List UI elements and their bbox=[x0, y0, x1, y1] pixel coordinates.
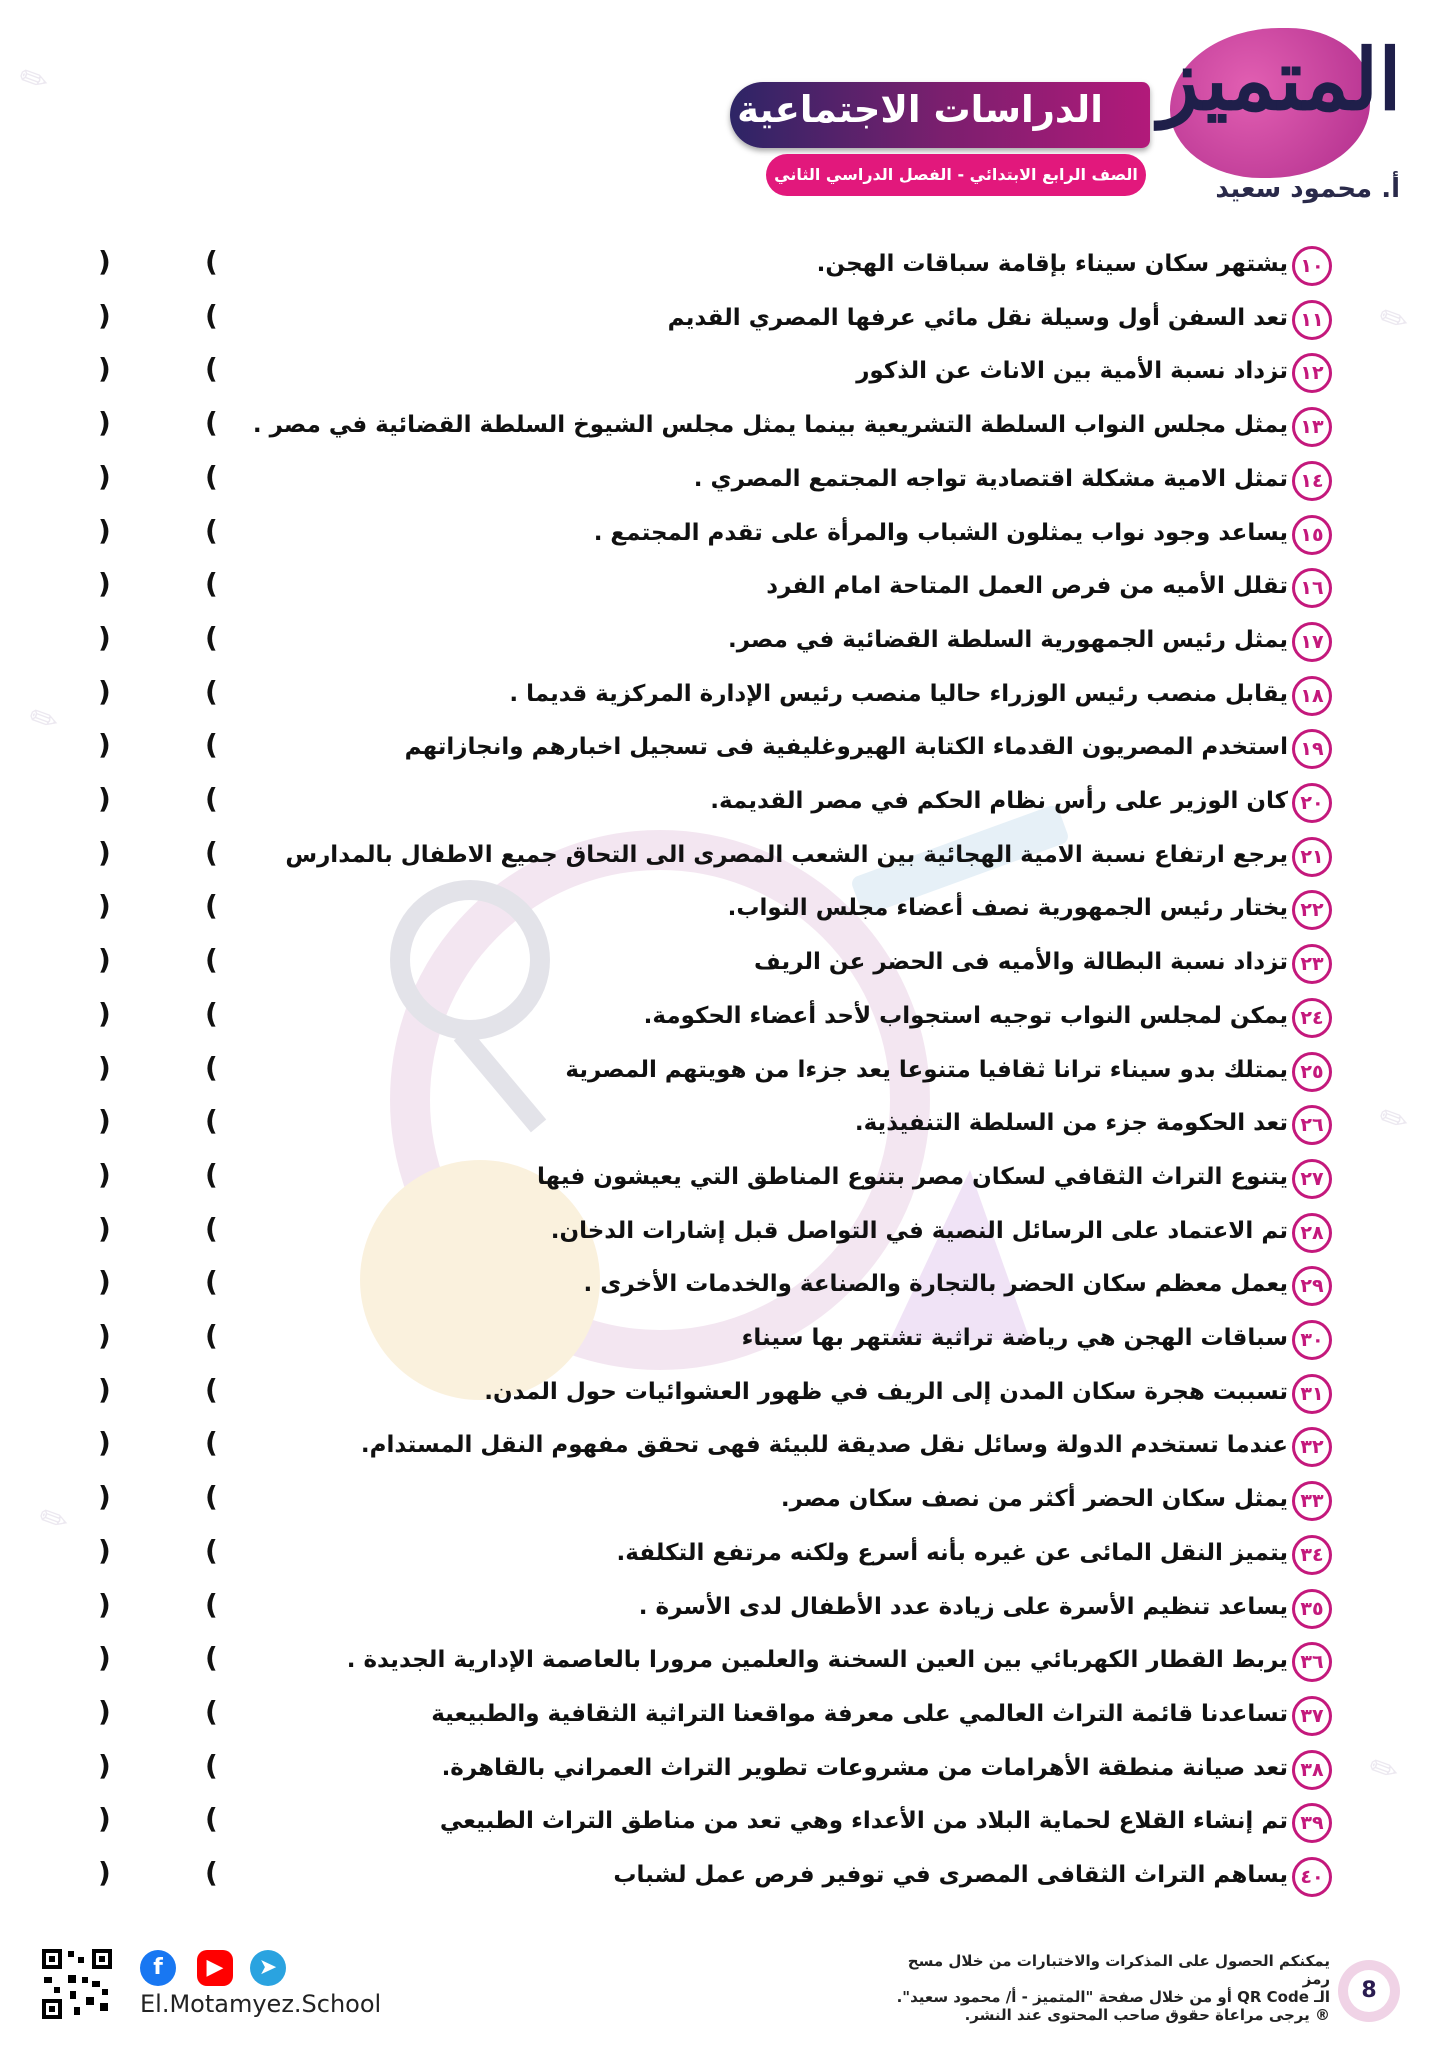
telegram-icon[interactable]: ➤ bbox=[250, 1950, 286, 1986]
question-row bbox=[0, 564, 1448, 618]
answer-blank-close[interactable]: ) bbox=[98, 1158, 111, 1191]
question-number: ٣٨ bbox=[1292, 1750, 1332, 1790]
question-text: كان الوزير على رأس نظام الحكم في مصر القديمة. bbox=[710, 788, 1288, 814]
answer-blank-close[interactable]: ) bbox=[98, 1104, 111, 1137]
question-number: ٣٣ bbox=[1292, 1481, 1332, 1521]
answer-blank-open[interactable]: ( bbox=[205, 1588, 218, 1621]
question-row bbox=[0, 1316, 1448, 1370]
question-text: يتنوع التراث الثقافي لسكان مصر بتنوع المناطق التي يعيشون فيها bbox=[537, 1164, 1288, 1190]
footer-note-line-2: الـ QR Code أو من خلال صفحة "المتميز - أ/ محمود سعيد". bbox=[896, 1988, 1330, 2006]
answer-blank-close[interactable]: ) bbox=[98, 1588, 111, 1621]
question-text: يختار رئيس الجمهورية نصف أعضاء مجلس النواب. bbox=[727, 895, 1288, 921]
question-row bbox=[0, 1048, 1448, 1102]
answer-blank-open[interactable]: ( bbox=[205, 997, 218, 1030]
question-row bbox=[0, 1101, 1448, 1155]
question-number: ٣٥ bbox=[1292, 1589, 1332, 1629]
question-number: ٣٩ bbox=[1292, 1803, 1332, 1843]
answer-blank-open[interactable]: ( bbox=[205, 1480, 218, 1513]
question-row bbox=[0, 242, 1448, 296]
answer-blank-open[interactable]: ( bbox=[205, 1265, 218, 1298]
answer-blank-open[interactable]: ( bbox=[205, 299, 218, 332]
answer-blank-open[interactable]: ( bbox=[205, 1104, 218, 1137]
question-row bbox=[0, 1155, 1448, 1209]
question-text: يساعد وجود نواب يمثلون الشباب والمرأة على تقدم المجتمع . bbox=[593, 520, 1288, 546]
question-text: يقابل منصب رئيس الوزراء حاليا منصب رئيس الإدارة المركزية قديما . bbox=[509, 681, 1288, 707]
question-number: ١٧ bbox=[1292, 622, 1332, 662]
answer-blank-close[interactable]: ) bbox=[98, 245, 111, 278]
answer-blank-open[interactable]: ( bbox=[205, 1856, 218, 1889]
answer-blank-open[interactable]: ( bbox=[205, 567, 218, 600]
facebook-icon[interactable]: f bbox=[140, 1950, 176, 1986]
subject-banner bbox=[730, 82, 1150, 148]
answer-blank-open[interactable]: ( bbox=[205, 1534, 218, 1567]
question-row bbox=[0, 403, 1448, 457]
page-title: الدراسات الاجتماعية bbox=[737, 88, 1103, 131]
question-row bbox=[0, 1692, 1448, 1746]
answer-blank-close[interactable]: ) bbox=[98, 675, 111, 708]
question-number: ٣٦ bbox=[1292, 1642, 1332, 1682]
answer-blank-close[interactable]: ) bbox=[98, 1749, 111, 1782]
question-row bbox=[0, 1423, 1448, 1477]
answer-blank-close[interactable]: ) bbox=[98, 782, 111, 815]
question-row bbox=[0, 940, 1448, 994]
footer-note-line-3: ® يرجى مراعاة حقوق صاحب المحتوى عند النشر. bbox=[964, 2006, 1330, 2024]
question-text: يرجع ارتفاع نسبة الامية الهجائية بين الشعب المصرى الى التحاق جميع الاطفال بالمدارس bbox=[285, 842, 1288, 868]
question-text: يمثل سكان الحضر أكثر من نصف سكان مصر. bbox=[780, 1486, 1288, 1512]
answer-blank-open[interactable]: ( bbox=[205, 1158, 218, 1191]
question-text: سباقات الهجن هي رياضة تراثية تشتهر بها سيناء bbox=[741, 1325, 1288, 1351]
question-text: استخدم المصريون القدماء الكتابة الهيروغليفية فى تسجيل اخبارهم وانجازاتهم bbox=[404, 734, 1288, 760]
answer-blank-open[interactable]: ( bbox=[205, 1051, 218, 1084]
question-number: ٣٠ bbox=[1292, 1320, 1332, 1360]
school-website: El.Motamyez.School bbox=[140, 1990, 382, 2018]
answer-blank-open[interactable]: ( bbox=[205, 836, 218, 869]
answer-blank-open[interactable]: ( bbox=[205, 1641, 218, 1674]
question-number: ٢٩ bbox=[1292, 1266, 1332, 1306]
question-text: يمكن لمجلس النواب توجيه استجواب لأحد أعضاء الحكومة. bbox=[643, 1003, 1288, 1029]
question-number: ٢٠ bbox=[1292, 783, 1332, 823]
answer-blank-close[interactable]: ) bbox=[98, 728, 111, 761]
question-row bbox=[0, 296, 1448, 350]
youtube-icon[interactable]: ▶ bbox=[197, 1950, 233, 1986]
answer-blank-close[interactable]: ) bbox=[98, 1856, 111, 1889]
question-number: ٣٢ bbox=[1292, 1427, 1332, 1467]
question-text: تم الاعتماد على الرسائل النصية في التواصل قبل إشارات الدخان. bbox=[550, 1218, 1288, 1244]
answer-blank-open[interactable]: ( bbox=[205, 782, 218, 815]
answer-blank-close[interactable]: ) bbox=[98, 406, 111, 439]
answer-blank-open[interactable]: ( bbox=[205, 621, 218, 654]
question-row bbox=[0, 1746, 1448, 1800]
question-row bbox=[0, 1370, 1448, 1424]
question-number: ١٠ bbox=[1292, 246, 1332, 286]
answer-blank-close[interactable]: ) bbox=[98, 1051, 111, 1084]
answer-blank-close[interactable]: ) bbox=[98, 299, 111, 332]
question-row bbox=[0, 1209, 1448, 1263]
question-number: ٢١ bbox=[1292, 837, 1332, 877]
question-row bbox=[0, 1262, 1448, 1316]
worksheet-page: ✎ ✎ ✎ ✎ ✎ ✎ المتميز أ. محمود سعيد الدراسات الاجتماعية الصف الرابع الابتدائي - الفصل الدراسي الثاني ١٠ يشتهر سكان سيناء بإقامة سباقات الهجن. ) ( ١١ تعد السفن أول وسيلة نقل مائي عرفها المصري القديم ) ( ١٢ تزداد نسبة الأمية بين الاناث عن الذكور ) ( ١٣ يمثل مجلس النواب السلطة التشريعية بينما يمثل مجلس الشيوخ السلطة القضائية في مصر . ) ( ١٤ تمثل الامية مشكلة اقتصادية تواجه المجتمع المصري . ) ( ١٥ يساعد وجود نواب يمثلون الشباب والمرأة على تقدم المجتمع . ) ( ١٦ تقلل الأميه من فرص العمل المتاحة امام الفرد ) ( ١٧ يمثل رئيس الجمهورية السلطة القضائية في مصر. ) ( ١٨ يقابل منصب رئيس الوزراء حاليا منصب رئيس الإدارة المركزية قديما . ) ( ١٩ استخدم المصريون القدماء الكتابة الهيروغليفية فى تسجيل اخبارهم وانجازاتهم ) ( ٢٠ كان الوزير على رأس نظام الحكم في مصر القديمة. ) ( ٢١ يرجع ارتفاع نسبة الامية الهجائية بين الشعب المصرى الى التحاق جميع الاطفال بالمدارس ) ( ٢٢ يختار رئيس الجمهورية نصف أعضاء مجلس النواب. ) ( ٢٣ تزداد نسبة البطالة والأميه فى الحضر عن الريف ) ( ٢٤ يمكن لمجلس النواب توجيه استجواب لأحد أعضاء الحكومة. ) ( ٢٥ يمتلك بدو سيناء ترانا ثقافيا متنوعا يعد جزءا من هويتهم المصرية ) ( ٢٦ تعد الحكومة جزء من السلطة التنفيذية. ) ( ٢٧ يتنوع التراث الثقافي لسكان مصر بتنوع المناطق التي يعيشون فيها ) ( ٢٨ تم الاعتماد على الرسائل النصية في التواصل قبل إشارات الدخان. ) ( ٢٩ يعمل معظم سكان الحضر بالتجارة والصناعة والخدمات الأخرى . ) ( ٣٠ سباقات الهجن هي رياضة تراثية تشتهر بها سيناء ) ( ٣١ تسببت هجرة سكان المدن إلى الريف في ظهور العشوائيات حول المدن. ) ( ٣٢ عندما تستخدم الدولة وسائل نقل صديقة للبيئة فهى تحقق مفهوم النقل المستدام. ) ( ٣٣ يمثل سكان الحضر أكثر من نصف سكان مصر. ) ( ٣٤ يتميز النقل المائى عن غيره بأنه أسرع ولكنه مرتفع التكلفة. ) ( ٣٥ يساعد تنظيم الأسرة على زيادة عدد الأطفال لدى الأسرة . ) ( ٣٦ يربط القطار الكهربائي بين العين السخنة والعلمين مرورا بالعاصمة الإدارية الجديدة . ) ( ٣٧ تساعدنا قائمة التراث العالمي على معرفة مواقعنا التراثية الثقافية والطبيعية ) ( ٣٨ تعد صيانة منطقة الأهرامات من مشروعات تطوير التراث العمراني بالقاهرة. ) ( ٣٩ تم إنشاء القلاع لحماية البلاد من الأعداء وهي تعد من مناطق التراث الطبيعي ) ( ٤٠ يساهم التراث الثقافى المصرى في توفير فرص عمل لشباب ) ( f ▶ ➤ El.Motamyez.School يمكنكم الحصول على المذكرات والاختبارات من خلال مسح رمز الـ QR Code أو من خلال صفحة "المتميز - أ/ محمود سعيد". ® يرجى مراعاة حقوق صاحب المحتوى عند النشر. 8 bbox=[0, 0, 1448, 2048]
answer-blank-open[interactable]: ( bbox=[205, 1212, 218, 1245]
question-text: يشتهر سكان سيناء بإقامة سباقات الهجن. bbox=[816, 251, 1288, 277]
question-text: يعمل معظم سكان الحضر بالتجارة والصناعة والخدمات الأخرى . bbox=[583, 1271, 1288, 1297]
answer-blank-close[interactable]: ) bbox=[98, 460, 111, 493]
question-number: ١٢ bbox=[1292, 353, 1332, 393]
question-number: ٢٦ bbox=[1292, 1105, 1332, 1145]
question-text: تزداد نسبة الأمية بين الاناث عن الذكور bbox=[856, 358, 1288, 384]
question-number: ٢٢ bbox=[1292, 890, 1332, 930]
answer-blank-open[interactable]: ( bbox=[205, 675, 218, 708]
answer-blank-close[interactable]: ) bbox=[98, 1373, 111, 1406]
answer-blank-open[interactable]: ( bbox=[205, 460, 218, 493]
question-number: ١٩ bbox=[1292, 729, 1332, 769]
answer-blank-close[interactable]: ) bbox=[98, 1319, 111, 1352]
question-text: تساعدنا قائمة التراث العالمي على معرفة مواقعنا التراثية الثقافية والطبيعية bbox=[431, 1701, 1288, 1727]
question-row bbox=[0, 349, 1448, 403]
question-text: تعد السفن أول وسيلة نقل مائي عرفها المصري القديم bbox=[667, 305, 1288, 331]
answer-blank-open[interactable]: ( bbox=[205, 1373, 218, 1406]
question-text: تزداد نسبة البطالة والأميه فى الحضر عن الريف bbox=[754, 949, 1288, 975]
question-number: ٣٧ bbox=[1292, 1696, 1332, 1736]
question-number: ١٥ bbox=[1292, 515, 1332, 555]
question-text: تعد صيانة منطقة الأهرامات من مشروعات تطوير التراث العمراني بالقاهرة. bbox=[441, 1755, 1288, 1781]
answer-blank-open[interactable]: ( bbox=[205, 406, 218, 439]
question-number: ٢٨ bbox=[1292, 1213, 1332, 1253]
answer-blank-close[interactable]: ) bbox=[98, 1802, 111, 1835]
question-row bbox=[0, 994, 1448, 1048]
question-number: ١٦ bbox=[1292, 568, 1332, 608]
answer-blank-close[interactable]: ) bbox=[98, 352, 111, 385]
question-text: يتميز النقل المائى عن غيره بأنه أسرع ولكنه مرتفع التكلفة. bbox=[616, 1540, 1288, 1566]
author-name: أ. محمود سعيد bbox=[1215, 174, 1400, 204]
answer-blank-close[interactable]: ) bbox=[98, 1534, 111, 1567]
brand-logo: المتميز bbox=[1158, 30, 1402, 129]
question-text: تقلل الأميه من فرص العمل المتاحة امام الفرد bbox=[766, 573, 1288, 599]
answer-blank-close[interactable]: ) bbox=[98, 943, 111, 976]
question-text: تعد الحكومة جزء من السلطة التنفيذية. bbox=[854, 1110, 1288, 1136]
page-number: 8 bbox=[1348, 1970, 1390, 2012]
question-row bbox=[0, 1638, 1448, 1692]
answer-blank-close[interactable]: ) bbox=[98, 1480, 111, 1513]
answer-blank-close[interactable]: ) bbox=[98, 889, 111, 922]
answer-blank-close[interactable]: ) bbox=[98, 1265, 111, 1298]
grade-term-label: الصف الرابع الابتدائي - الفصل الدراسي الثاني bbox=[766, 154, 1146, 196]
answer-blank-open[interactable]: ( bbox=[205, 943, 218, 976]
question-number: ١١ bbox=[1292, 300, 1332, 340]
answer-blank-close[interactable]: ) bbox=[98, 1426, 111, 1459]
answer-blank-open[interactable]: ( bbox=[205, 514, 218, 547]
question-number: ٢٧ bbox=[1292, 1159, 1332, 1199]
question-number: ٣٤ bbox=[1292, 1535, 1332, 1575]
question-row bbox=[0, 886, 1448, 940]
answer-blank-open[interactable]: ( bbox=[205, 1695, 218, 1728]
question-row bbox=[0, 1477, 1448, 1531]
answer-blank-open[interactable]: ( bbox=[205, 889, 218, 922]
answer-blank-open[interactable]: ( bbox=[205, 1319, 218, 1352]
question-row bbox=[0, 618, 1448, 672]
footer-note-line-1: يمكنكم الحصول على المذكرات والاختبارات من خلال مسح رمز bbox=[907, 1952, 1330, 1988]
answer-blank-close[interactable]: ) bbox=[98, 1641, 111, 1674]
question-number: ١٨ bbox=[1292, 676, 1332, 716]
question-row bbox=[0, 779, 1448, 833]
question-number: ٢٣ bbox=[1292, 944, 1332, 984]
answer-blank-close[interactable]: ) bbox=[98, 1212, 111, 1245]
answer-blank-close[interactable]: ) bbox=[98, 997, 111, 1030]
question-text: يربط القطار الكهربائي بين العين السخنة والعلمين مرورا بالعاصمة الإدارية الجديدة . bbox=[346, 1647, 1288, 1673]
question-text: يساعد تنظيم الأسرة على زيادة عدد الأطفال لدى الأسرة . bbox=[638, 1594, 1288, 1620]
question-text: يمثل مجلس النواب السلطة التشريعية بينما يمثل مجلس الشيوخ السلطة القضائية في مصر . bbox=[252, 412, 1288, 438]
answer-blank-close[interactable]: ) bbox=[98, 836, 111, 869]
question-row bbox=[0, 511, 1448, 565]
answer-blank-open[interactable]: ( bbox=[205, 1749, 218, 1782]
question-text: تم إنشاء القلاع لحماية البلاد من الأعداء وهي تعد من مناطق التراث الطبيعي bbox=[439, 1808, 1288, 1834]
question-number: ١٣ bbox=[1292, 407, 1332, 447]
question-row bbox=[0, 1585, 1448, 1639]
question-text: يساهم التراث الثقافى المصرى في توفير فرص عمل لشباب bbox=[613, 1862, 1288, 1888]
question-number: ١٤ bbox=[1292, 461, 1332, 501]
answer-blank-close[interactable]: ) bbox=[98, 514, 111, 547]
answer-blank-close[interactable]: ) bbox=[98, 1695, 111, 1728]
question-row bbox=[0, 833, 1448, 887]
question-number: ٣١ bbox=[1292, 1374, 1332, 1414]
answer-blank-open[interactable]: ( bbox=[205, 352, 218, 385]
question-row bbox=[0, 457, 1448, 511]
question-number: ٢٥ bbox=[1292, 1052, 1332, 1092]
answer-blank-open[interactable]: ( bbox=[205, 1802, 218, 1835]
footer-note bbox=[880, 1952, 1330, 2024]
answer-blank-open[interactable]: ( bbox=[205, 1426, 218, 1459]
question-text: يمثل رئيس الجمهورية السلطة القضائية في مصر. bbox=[727, 627, 1288, 653]
question-text: عندما تستخدم الدولة وسائل نقل صديقة للبيئة فهى تحقق مفهوم النقل المستدام. bbox=[360, 1432, 1288, 1458]
qr-code bbox=[40, 1947, 114, 2021]
question-row bbox=[0, 1853, 1448, 1907]
question-row bbox=[0, 672, 1448, 726]
question-row bbox=[0, 1531, 1448, 1585]
answer-blank-open[interactable]: ( bbox=[205, 728, 218, 761]
page-number-badge bbox=[1338, 1960, 1400, 2022]
question-row bbox=[0, 725, 1448, 779]
question-number: ٢٤ bbox=[1292, 998, 1332, 1038]
question-row bbox=[0, 1799, 1448, 1853]
question-text: تسببت هجرة سكان المدن إلى الريف في ظهور العشوائيات حول المدن. bbox=[484, 1379, 1288, 1405]
answer-blank-close[interactable]: ) bbox=[98, 567, 111, 600]
answer-blank-open[interactable]: ( bbox=[205, 245, 218, 278]
answer-blank-close[interactable]: ) bbox=[98, 621, 111, 654]
question-text: يمتلك بدو سيناء ترانا ثقافيا متنوعا يعد جزءا من هويتهم المصرية bbox=[565, 1057, 1288, 1083]
question-number: ٤٠ bbox=[1292, 1857, 1332, 1897]
question-text: تمثل الامية مشكلة اقتصادية تواجه المجتمع المصري . bbox=[693, 466, 1288, 492]
